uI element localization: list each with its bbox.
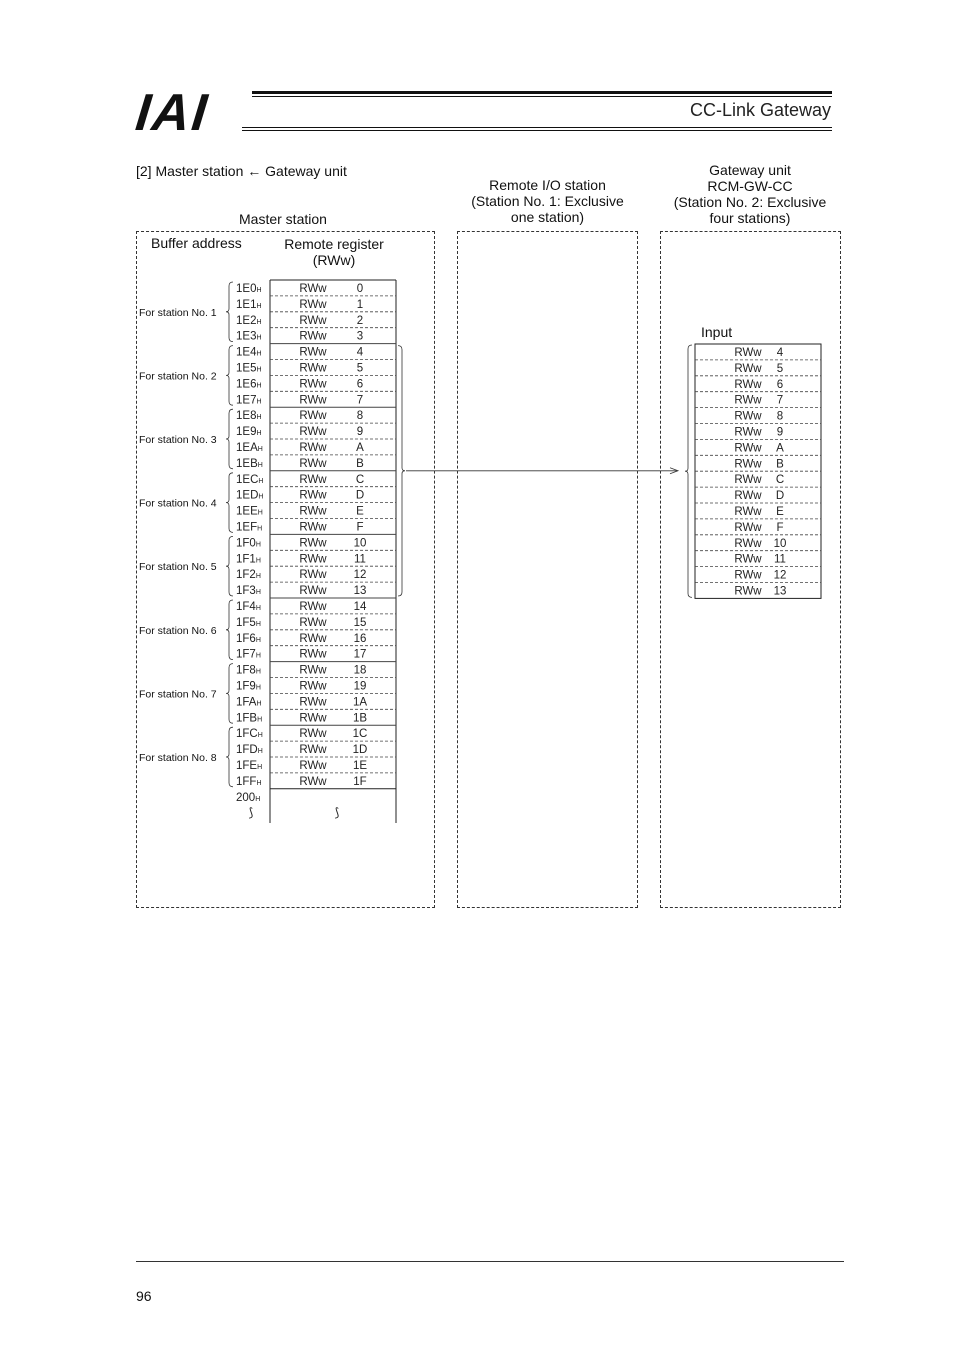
- buffer-address: 1EAH: [236, 441, 263, 454]
- station-label-1: For station No. 1: [139, 306, 217, 319]
- gateway-register-number: A: [776, 442, 784, 455]
- buffer-address: 1ECH: [236, 473, 264, 486]
- remote-register-number: A: [356, 441, 364, 454]
- station-brace-1: [226, 282, 233, 342]
- remote-register-name: RWw: [299, 696, 327, 709]
- station-brace-4: [226, 473, 233, 533]
- gateway-register-name: RWw: [734, 346, 762, 359]
- gateway-register-name: RWw: [734, 505, 762, 518]
- remote-register-name: RWw: [299, 728, 327, 741]
- station-label-4: For station No. 4: [139, 497, 217, 510]
- station-label-6: For station No. 6: [139, 624, 217, 637]
- address-ellipsis-icon: ⟆: [248, 805, 254, 820]
- buffer-address: 1E1H: [236, 298, 262, 311]
- remote-register-number: C: [355, 473, 365, 486]
- gateway-register-name: RWw: [734, 362, 762, 375]
- station-label-3: For station No. 3: [139, 434, 217, 446]
- gateway-register-number: F: [776, 521, 784, 534]
- remote-register-number: F: [356, 521, 364, 534]
- station-brace-5: [226, 536, 233, 596]
- buffer-address: 1FBH: [236, 712, 263, 725]
- buffer-address: 1EEH: [236, 505, 263, 518]
- buffer-address: 1FCH: [236, 728, 263, 741]
- gateway-register-name: RWw: [734, 537, 762, 550]
- gateway-register-number: 13: [773, 585, 787, 598]
- buffer-address: 1F8H: [236, 664, 261, 677]
- buffer-address: 1F4H: [236, 600, 261, 613]
- remote-register-number: 7: [356, 394, 364, 407]
- buffer-address: 1EBH: [236, 457, 263, 470]
- buffer-address: 1F2H: [236, 569, 261, 582]
- remote-register-name: RWw: [299, 759, 327, 772]
- gateway-register-number: B: [776, 458, 784, 471]
- gateway-register-name: RWw: [734, 378, 762, 391]
- remote-register-name: RWw: [299, 553, 327, 566]
- remote-register-label-line-1: Remote register: [284, 236, 384, 252]
- remote-register-number: 9: [356, 426, 364, 439]
- remote-register-number: 11: [354, 553, 366, 566]
- remote-register-number: 13: [353, 585, 367, 598]
- buffer-address: 1E7H: [236, 394, 262, 407]
- buffer-address: 1E2H: [236, 314, 262, 327]
- remote-register-number: 3: [356, 330, 364, 343]
- remote-register-name: RWw: [299, 648, 327, 661]
- buffer-address: 1F1H: [236, 553, 261, 566]
- remote-register-name: RWw: [299, 489, 327, 502]
- input-label: Input: [701, 324, 733, 340]
- remote-io-heading-line-3: one station): [510, 209, 585, 225]
- iai-logo: IAI: [132, 84, 212, 142]
- page-number: 96: [136, 1288, 152, 1304]
- remote-register-name: RWw: [299, 282, 327, 295]
- remote-register-name: RWw: [299, 394, 327, 407]
- gateway-register-name: RWw: [734, 490, 762, 503]
- remote-register-name: RWw: [299, 521, 327, 534]
- remote-register-name: RWw: [299, 457, 327, 470]
- gateway-register-number: 7: [776, 394, 784, 407]
- remote-register-name: RWw: [299, 410, 327, 423]
- gateway-register-name: RWw: [734, 585, 762, 598]
- gateway-heading-line-2: RCM-GW-CC: [707, 178, 793, 194]
- remote-register-name: RWw: [299, 330, 327, 343]
- buffer-address-label: Buffer address: [151, 235, 242, 251]
- station-brace-2: [226, 346, 233, 406]
- remote-io-heading-line-2: (Station No. 1: Exclusive: [471, 193, 624, 209]
- remote-register-number: 2: [356, 314, 364, 327]
- remote-register-number: 8: [356, 410, 364, 423]
- remote-register-number: B: [356, 457, 364, 470]
- remote-io-heading-line-1: Remote I/O station: [489, 177, 606, 193]
- gateway-register-name: RWw: [734, 521, 762, 534]
- remote-register-name: RWw: [299, 664, 327, 677]
- remote-register-number: 1E: [352, 759, 368, 772]
- remote-register-number: 0: [356, 282, 364, 295]
- gateway-register-name: RWw: [734, 569, 762, 582]
- buffer-address: 1E3H: [236, 330, 262, 343]
- buffer-address: 1FDH: [236, 744, 263, 757]
- remote-register-number: 19: [353, 680, 367, 693]
- station-brace-6: [226, 600, 233, 660]
- station-label-5: For station No. 5: [139, 561, 217, 574]
- buffer-address: 1E0H: [236, 282, 262, 295]
- buffer-address: 1FFH: [236, 775, 262, 788]
- remote-register-name: RWw: [299, 441, 327, 454]
- remote-register-number: 12: [353, 569, 367, 582]
- buffer-address: 1EDH: [236, 489, 264, 502]
- remote-register-number: 1C: [352, 728, 368, 741]
- gateway-register-number: E: [776, 505, 784, 518]
- gateway-heading-line-4: four stations): [709, 210, 791, 226]
- gateway-register-name: RWw: [734, 410, 762, 423]
- section-title: [2] Master station ← Gateway unit: [136, 163, 347, 179]
- remote-register-number: 14: [353, 600, 367, 613]
- gateway-register-name: RWw: [734, 553, 762, 566]
- remote-register-number: 16: [353, 632, 367, 645]
- remote-register-number: 10: [353, 537, 367, 550]
- header-title: CC-Link Gateway: [689, 100, 831, 120]
- remote-register-number: 1D: [352, 744, 368, 757]
- remote-register-name: RWw: [299, 473, 327, 486]
- remote-register-name: RWw: [299, 426, 327, 439]
- buffer-address: 1EFH: [236, 521, 263, 534]
- buffer-address: 1F3H: [236, 585, 261, 598]
- gateway-input-brace: [685, 345, 692, 597]
- station-label-8: For station No. 8: [139, 752, 217, 764]
- gateway-register-number: 11: [774, 553, 786, 566]
- buffer-address: 1F7H: [236, 648, 261, 661]
- remote-register-number: 1F: [353, 775, 367, 788]
- gateway-register-number: 12: [773, 569, 787, 582]
- master-station-label: Master station: [239, 211, 327, 227]
- remote-register-name: RWw: [299, 632, 327, 645]
- gateway-register-number: 4: [776, 346, 784, 359]
- register-ellipsis-icon: ⟆: [334, 805, 340, 820]
- buffer-address: 1E6H: [236, 378, 262, 391]
- station-label-7: For station No. 7: [139, 688, 217, 701]
- remote-register-number: 1A: [352, 696, 368, 709]
- remote-register-name: RWw: [299, 362, 327, 375]
- remote-register-name: RWw: [299, 378, 327, 391]
- buffer-address: 1F0H: [236, 537, 261, 550]
- gateway-register-number: C: [775, 474, 785, 487]
- buffer-address: 1FEH: [236, 759, 263, 772]
- remote-register-name: RWw: [299, 346, 327, 359]
- gateway-register-number: 6: [776, 378, 784, 391]
- remote-register-label-line-2: (RWw): [312, 252, 356, 268]
- gateway-register-name: RWw: [734, 442, 762, 455]
- buffer-address: 1F6H: [236, 632, 261, 645]
- gateway-register-number: 5: [776, 362, 784, 375]
- station-brace-3: [226, 409, 233, 469]
- gateway-register-number: 8: [776, 410, 784, 423]
- remote-register-number: 4: [356, 346, 364, 359]
- gateway-heading-line-1: Gateway unit: [709, 162, 791, 178]
- gateway-register-name: RWw: [734, 426, 762, 439]
- buffer-address: 1E4H: [236, 346, 262, 359]
- remote-register-name: RWw: [299, 616, 327, 629]
- remote-register-number: E: [356, 505, 364, 518]
- remote-register-number: 15: [353, 616, 367, 629]
- remote-register-name: RWw: [299, 744, 327, 757]
- station-brace-7: [226, 664, 233, 724]
- buffer-address: 1F5H: [236, 616, 261, 629]
- buffer-address: 1E8H: [236, 410, 262, 423]
- remote-register-number: 17: [353, 648, 367, 661]
- station-label-2: For station No. 2: [139, 370, 217, 383]
- gateway-register-number: 9: [776, 426, 784, 439]
- remote-register-name: RWw: [299, 600, 327, 613]
- remote-register-number: 1B: [352, 712, 368, 725]
- remote-register-name: RWw: [299, 298, 327, 311]
- remote-register-number: 18: [353, 664, 367, 677]
- mapped-range-brace: [398, 346, 405, 596]
- buffer-address: 1F9H: [236, 680, 261, 693]
- gateway-register-name: RWw: [734, 458, 762, 471]
- remote-register-name: RWw: [299, 569, 327, 582]
- remote-register-name: RWw: [299, 775, 327, 788]
- buffer-address: 1FAH: [236, 696, 262, 709]
- footer-rule: [136, 1261, 844, 1262]
- station-brace-8: [226, 727, 233, 787]
- gateway-register-name: RWw: [734, 394, 762, 407]
- gateway-register-number: D: [775, 490, 785, 503]
- remote-register-number: D: [355, 489, 365, 502]
- remote-register-name: RWw: [299, 680, 327, 693]
- buffer-address: 1E9H: [236, 426, 262, 439]
- buffer-address: 1E5H: [236, 362, 262, 375]
- remote-register-name: RWw: [299, 537, 327, 550]
- remote-register-name: RWw: [299, 585, 327, 598]
- buffer-address-end: 200H: [236, 791, 261, 804]
- remote-register-name: RWw: [299, 712, 327, 725]
- remote-register-number: 6: [356, 378, 364, 391]
- remote-register-name: RWw: [299, 505, 327, 518]
- remote-register-name: RWw: [299, 314, 327, 327]
- gateway-register-name: RWw: [734, 474, 762, 487]
- gateway-register-number: 10: [773, 537, 787, 550]
- remote-register-number: 5: [356, 362, 364, 375]
- gateway-heading-line-3: (Station No. 2: Exclusive: [673, 194, 827, 210]
- remote-register-number: 1: [356, 298, 364, 311]
